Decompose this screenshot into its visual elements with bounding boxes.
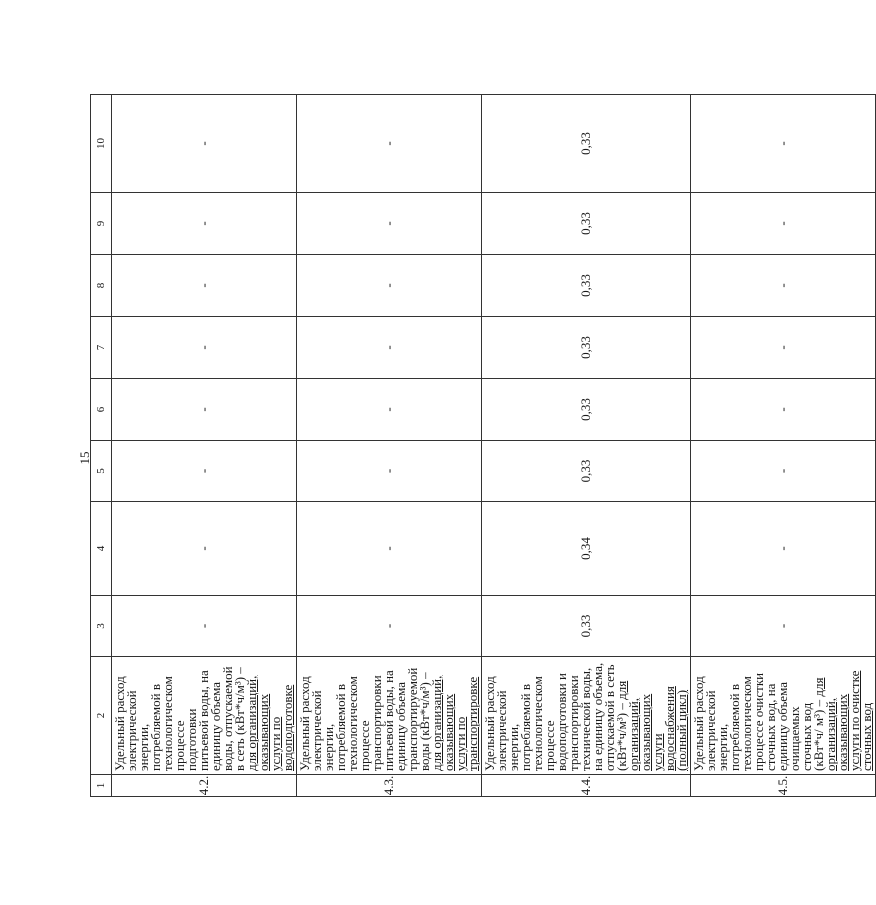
page-number: 15 — [77, 451, 92, 465]
description-underlined-text: для организаций, оказывающих услуги по водоподготовке — [244, 675, 295, 771]
column-header: 4 — [91, 502, 112, 596]
row-number: 4.4. — [482, 775, 691, 797]
value-cell: - — [112, 317, 297, 379]
table-container — [90, 0, 874, 905]
value-cell: - — [297, 255, 482, 317]
value-cell: 0,34 — [482, 502, 691, 596]
value-cell: - — [691, 596, 876, 657]
value-cell: - — [297, 596, 482, 657]
value-cell: - — [691, 317, 876, 379]
column-header: 7 — [91, 317, 112, 379]
column-header: 8 — [91, 255, 112, 317]
row-description — [297, 657, 482, 775]
value-cell: - — [297, 441, 482, 502]
value-cell: - — [112, 193, 297, 255]
header-row — [91, 95, 112, 797]
description-underlined-text: для организаций, оказывающих услуги по транспортировке — [429, 675, 480, 771]
row-number: 4.5. — [691, 775, 876, 797]
value-cell: 0,33 — [482, 193, 691, 255]
value-cell: 0,33 — [482, 255, 691, 317]
value-cell: - — [297, 193, 482, 255]
description-underlined-text: для организаций, оказывающих услуги водоснабжения (полный цикл) — [614, 680, 689, 771]
value-cell: - — [691, 95, 876, 193]
row-number: 4.2. — [112, 775, 297, 797]
value-cell: - — [112, 255, 297, 317]
description-text: Удельный расход электрической энергии, потребляемой в технологическом процессе транспортировки питьевой воды, на единицу объема транспортируемой воды (кВт*ч/м³) – — [297, 667, 432, 771]
row-description — [691, 657, 876, 775]
value-cell: 0,33 — [482, 441, 691, 502]
value-cell: - — [297, 95, 482, 193]
description-text: Удельный расход электрической энергии, потребляемой в технологическом процессе водоподготовки и транспортировки технической воды, на единицу объема, отпускаемой в сеть (кВт*ч/м³) – — [482, 662, 629, 771]
value-cell: 0,33 — [482, 95, 691, 193]
value-cell: - — [112, 596, 297, 657]
value-cell: 0,33 — [482, 379, 691, 441]
table-row — [691, 95, 876, 797]
value-cell: 0,33 — [482, 317, 691, 379]
row-description — [112, 657, 297, 775]
value-cell: - — [691, 441, 876, 502]
value-cell: - — [297, 379, 482, 441]
column-header: 9 — [91, 193, 112, 255]
value-cell: 0,33 — [482, 596, 691, 657]
description-underlined-text: для организаций, оказывающих услуги по очистке сточных вод — [811, 670, 874, 771]
description-text: Удельный расход электрической энергии, потребляемой в технологическом процессе подготовки питьевой воды, на единицу объема воды, отпускаемой в сеть (кВт*ч/м³) – — [112, 666, 247, 771]
value-cell: - — [691, 193, 876, 255]
row-description — [482, 657, 691, 775]
description-text: Удельный расход электрической энергии, потребляемой в технологическом процессе очистки сточных вод, на единицу объема очищаемых сточных вод (кВт*ч/ м³) – — [691, 672, 826, 771]
column-header: 6 — [91, 379, 112, 441]
value-cell: - — [112, 502, 297, 596]
column-header: 1 — [91, 775, 112, 797]
energy-consumption-table — [90, 94, 876, 797]
column-header: 10 — [91, 95, 112, 193]
row-number: 4.3. — [297, 775, 482, 797]
value-cell: - — [112, 379, 297, 441]
rotated-table-wrapper — [90, 95, 874, 797]
value-cell: - — [112, 441, 297, 502]
table-row — [297, 95, 482, 797]
value-cell: - — [112, 95, 297, 193]
column-header: 3 — [91, 596, 112, 657]
column-header: 2 — [91, 657, 112, 775]
value-cell: - — [691, 255, 876, 317]
table-row — [482, 95, 691, 797]
value-cell: - — [691, 379, 876, 441]
value-cell: - — [297, 317, 482, 379]
column-header: 5 — [91, 441, 112, 502]
table-row — [112, 95, 297, 797]
value-cell: - — [691, 502, 876, 596]
value-cell: - — [297, 502, 482, 596]
